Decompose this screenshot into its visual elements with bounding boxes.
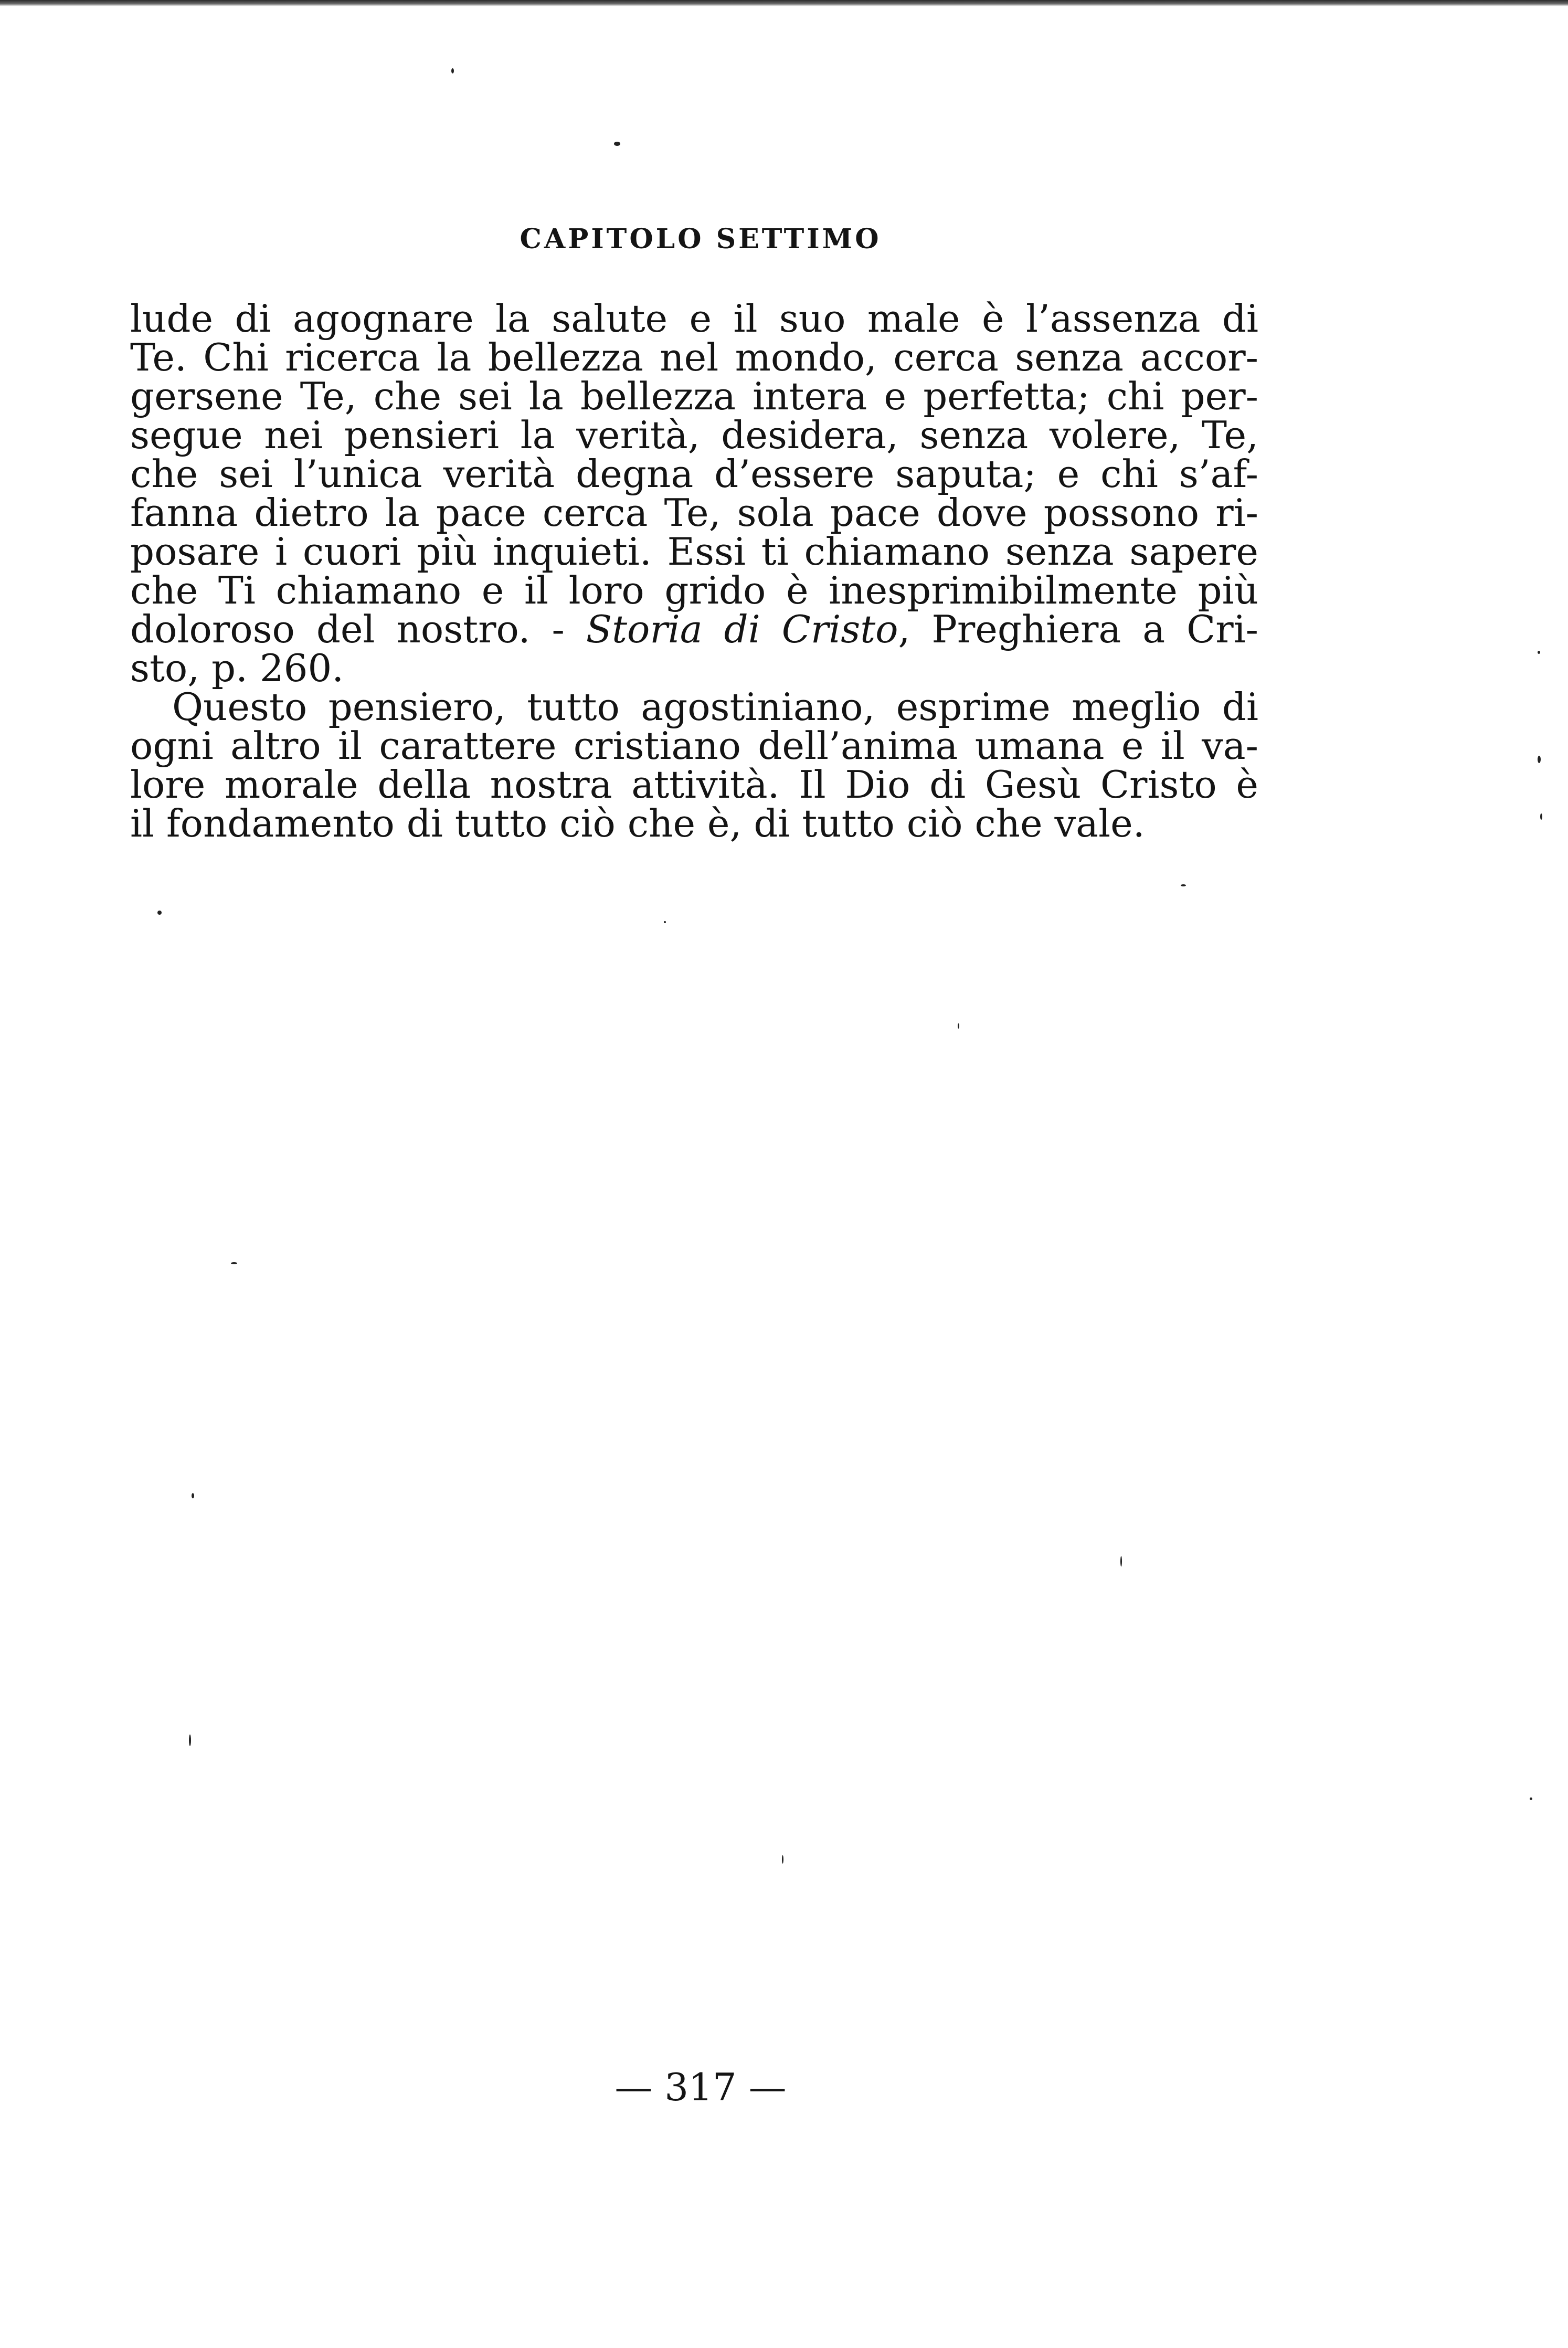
scan-speck [231,1262,237,1264]
scan-speck [782,1855,783,1864]
scan-speck [192,1493,194,1498]
quote-block [130,299,1258,688]
paragraph [130,685,1258,845]
body-text [130,299,1258,843]
scan-speck [1538,756,1541,763]
quote-line-5: che sei l’unica verità degna d’essere saputa; e chi s’af- [130,452,1258,496]
paragraph-line-1: Questo pensiero, tutto agostiniano, esprime meglio di [172,685,1258,729]
paragraph-line-2: ogni altro il carattere cristiano dell’anima umana e il va- [130,724,1258,768]
paragraph-line-3: lore morale della nostra attività. Il Dio di Gesù Cristo è [130,763,1258,807]
quote-line-8: che Ti chiamano e il loro grido è inesprimibilmente più [130,568,1258,612]
scan-speck [614,142,620,146]
scan-speck [1120,1556,1122,1567]
page-number: — 317 — [615,2065,787,2109]
quote-line-6: fanna dietro la pace cerca Te, sola pace dove possono ri- [130,491,1258,535]
scan-speck [451,68,454,73]
quote-line-1: lude di agognare la salute e il suo male è l’assenza di [130,297,1258,341]
quote-line-4: segue nei pensieri la verità, desidera, senza volere, Te, [130,413,1258,457]
quote-line-2: Te. Chi ricerca la bellezza nel mondo, cerca senza accor- [130,335,1258,379]
citation-title: Storia di Cristo [586,607,898,651]
citation-detail: , Preghiera a Cri- [898,607,1258,651]
quote-line-3: gersene Te, che sei la bellezza intera e perfetta; chi per- [130,374,1258,418]
scan-speck [1538,651,1540,654]
scan-speck [1181,884,1186,886]
scan-speck [958,1023,959,1029]
quote-line-9 [130,607,1258,651]
quote-line-9-text: doloroso del nostro. - [130,607,586,651]
scan-top-edge [0,0,1568,6]
scan-speck [664,921,666,923]
scan-speck [157,911,162,915]
paragraph-line-4: il fondamento di tutto ciò che è, di tutto ciò che vale. [130,801,1145,845]
scan-speck [189,1734,191,1746]
citation-last-line: sto, p. 260. [130,646,344,690]
running-head: CAPITOLO SETTIMO [520,223,882,255]
quote-line-7: posare i cuori più inquieti. Essi ti chiamano senza sapere [130,530,1258,574]
scan-speck [1540,813,1542,820]
scan-speck [1530,1797,1532,1800]
